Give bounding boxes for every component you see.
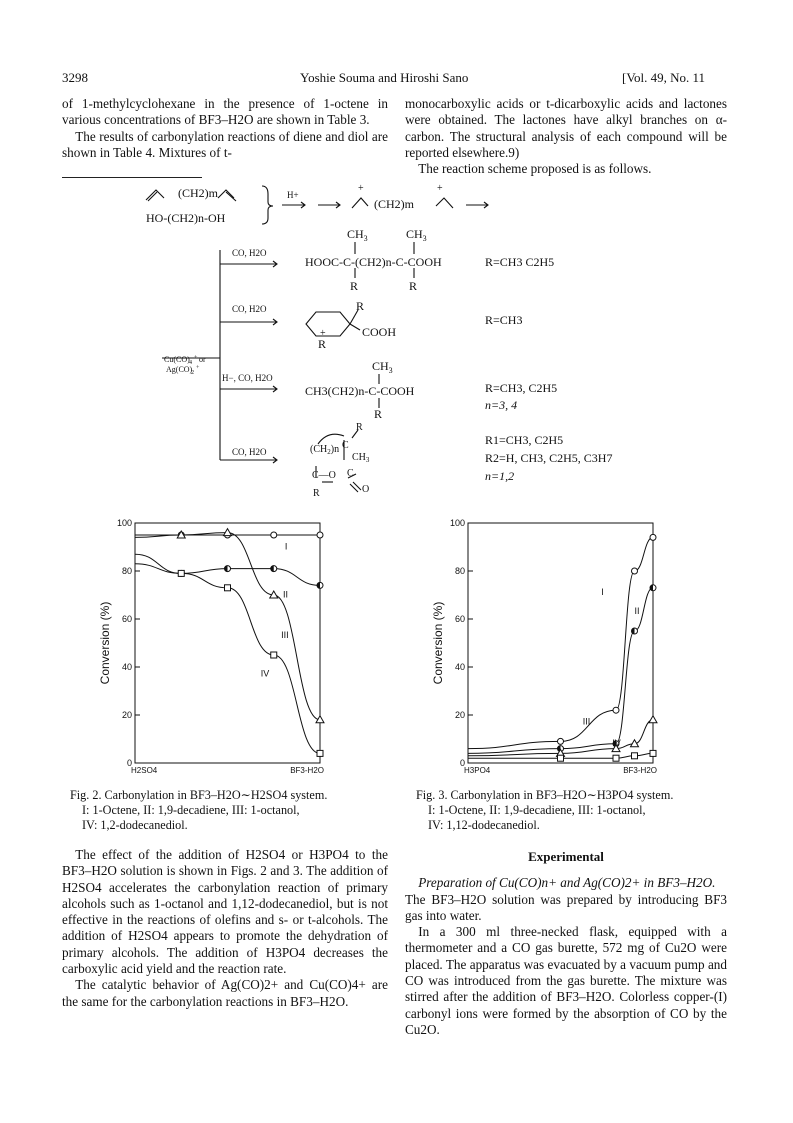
data-point-I <box>650 534 656 540</box>
data-point-IV <box>317 750 323 756</box>
series-label: I <box>284 541 288 552</box>
series-label: II <box>634 606 640 617</box>
series-label: III <box>582 716 591 727</box>
cation-chain: (CH2)m <box>374 197 414 211</box>
r1-groups: R1=CH3, C2H5 <box>485 433 564 447</box>
volume-info: [Vol. 49, No. 11 <box>622 70 706 85</box>
svg-text:C: C <box>342 440 349 451</box>
right-bottom-text <box>405 847 727 1038</box>
paragraph: The reaction scheme proposed is as follows. <box>418 161 652 177</box>
r2-groups: R2=H, CH3, C2H5, C3H7 <box>485 451 613 465</box>
svg-text:or: or <box>199 355 206 364</box>
y-tick-label: 80 <box>121 566 132 576</box>
section-title: Experimental <box>528 849 604 864</box>
product-cyclic-acid: COOH <box>362 325 397 339</box>
y-tick-label: 40 <box>121 662 132 672</box>
figure-3-chart <box>428 515 668 785</box>
svg-text:CH3: $CH_3$ <box>352 452 370 464</box>
caption-line: Fig. 3. Carbonylation in BF3–H2O∼H3PO4 system. <box>416 788 674 802</box>
svg-text:(CH2)n: $(CH_2)n$ <box>310 444 340 456</box>
paragraph: The catalytic behavior of Ag(CO)2+ and Cu(CO)4+ are the same for the carbonylation reactions in BF3–H2O. <box>62 977 388 1009</box>
svg-text:R: R <box>409 279 418 293</box>
data-point-III <box>224 529 232 536</box>
y-tick-label: 0 <box>459 758 465 768</box>
svg-text:+: + <box>196 365 200 371</box>
caption-line: I: 1-Octene, II: 1,9-decadiene, III: 1-octanol, <box>82 803 300 817</box>
figure-2-chart <box>95 515 335 785</box>
product-diacid: HOOC-C-(CH2)n-C-COOH <box>305 255 442 269</box>
svg-text:R: R <box>356 299 365 313</box>
paragraph: of 1-methylcyclohexane in the presence of 1-octene in various concentrations of BF3–H2O are shown in Table 3. <box>62 96 388 128</box>
svg-text:CH3: $CH_3$ <box>347 227 368 243</box>
y-tick-label: 100 <box>449 518 465 528</box>
data-point-I <box>632 568 638 574</box>
data-point-I <box>317 532 323 538</box>
r-groups-row2: R=CH3 <box>485 313 523 327</box>
page-number: 3298 <box>62 70 88 85</box>
svg-text:Ag(CO): Ag(CO) <box>166 365 193 374</box>
y-tick-label: 40 <box>454 662 465 672</box>
y-tick-label: 100 <box>116 518 132 528</box>
diol-formula: HO-(CH2)n-OH <box>146 211 226 225</box>
condition-row2: CO, H2O <box>232 304 267 314</box>
svg-text:R: R <box>374 407 383 421</box>
reaction-scheme <box>0 178 793 498</box>
x-tick-label: BF3-H2O <box>290 766 324 775</box>
series-line-IV <box>135 554 320 753</box>
data-point-IV <box>613 755 619 761</box>
y-tick-label: 60 <box>454 614 465 624</box>
plot-frame <box>135 523 320 763</box>
svg-text:R: R <box>356 422 363 433</box>
running-authors: Yoshie Souma and Hiroshi Sano <box>300 70 469 85</box>
series-label: IV <box>260 668 270 679</box>
y-tick-label: 80 <box>454 566 465 576</box>
svg-text:+: + <box>320 328 326 339</box>
svg-text:Cu(CO): Cu(CO) <box>164 355 190 364</box>
left-top-text <box>62 96 388 161</box>
series-line-II <box>468 588 653 754</box>
svg-text:CH3: $CH_3$ <box>372 359 393 375</box>
left-bottom-text <box>62 847 388 1010</box>
right-top-text <box>405 96 727 177</box>
paragraph: monocarboxylic acids or t-dicarboxylic acids and lactones were obtained. The lactones have alkyl branches on α-carbon. The structural analysis of each compound will be reported elsewhere.9) <box>405 96 727 160</box>
product-monoacid: CH3(CH2)n-C-COOH <box>305 384 415 398</box>
x-tick-label: H2SO4 <box>131 766 158 775</box>
n-row4: n=1,2 <box>485 469 515 483</box>
y-tick-label: 0 <box>126 758 132 768</box>
data-point-IV <box>558 755 564 761</box>
data-point-IV <box>178 570 184 576</box>
data-point-I <box>271 532 277 538</box>
caption-line: IV: 1,12-dodecanediol. <box>428 818 540 832</box>
svg-text:C—O: C—O <box>312 470 336 481</box>
series-line-III <box>135 533 320 720</box>
paragraph: The effect of the addition of H2SO4 or H3PO4 to the BF3–H2O solution is shown in Figs. 2 and 3. The addition of H2SO4 accelerates the carbonylation reaction of primary alcohols such as 1-octanol and 1,12-dodecanediol, but is not effective in the reactions of olefins and s- or t-alcohols. The addition of H2SO4 appears to promote the dehydration of primary alcohols. The addition of H3PO4 decreases the carboxylic acid yield and the reaction rate. <box>62 847 388 977</box>
y-axis-label: Conversion (%) <box>431 601 445 685</box>
series-label: II <box>283 589 289 600</box>
series-label: IV <box>612 738 621 749</box>
r-groups-row3: R=CH3, C2H5 <box>485 381 558 395</box>
hplus-label: H+ <box>287 190 299 200</box>
svg-text:R: R <box>313 488 320 498</box>
data-point-IV <box>225 585 231 591</box>
fig3-caption <box>416 788 736 833</box>
svg-text:R: R <box>350 279 359 293</box>
data-point-IV <box>632 753 638 759</box>
svg-text:+: + <box>194 355 198 361</box>
x-tick-label: BF3-H2O <box>623 766 657 775</box>
svg-text:CH3: $CH_3$ <box>406 227 427 243</box>
x-tick-label: H3PO4 <box>464 766 491 775</box>
subsection-title: Preparation of Cu(CO)n+ and Ag(CO)2+ in BF3–H2O. <box>418 875 716 891</box>
paragraph: In a 300 ml three-necked flask, equipped with a thermometer and a CO gas burette, 572 mg of Cu2O were placed. The apparatus was evacuated by a vacuum pump and CO was introduced from the gas burette. The mixture was stirred after the addition of BF3–H2O. Colorless copper-(I) carbonyl ions were formed by the absorption of CO by the Cu2O. <box>405 924 727 1037</box>
svg-text:2: 2 <box>191 370 194 376</box>
series-line-I <box>468 537 653 748</box>
y-tick-label: 20 <box>454 710 465 720</box>
caption-line: Fig. 2. Carbonylation in BF3–H2O∼H2SO4 system. <box>70 788 328 802</box>
data-point-IV <box>650 750 656 756</box>
svg-text:O: O <box>362 484 370 495</box>
paragraph: The BF3–H2O solution was prepared by introducing BF3 gas into water. <box>405 891 727 923</box>
caption-line: IV: 1,2-dodecanediol. <box>82 818 188 832</box>
r-groups-row1: R=CH3 C2H5 <box>485 255 555 269</box>
condition-row1: CO, H2O <box>232 248 267 258</box>
data-point-I <box>558 738 564 744</box>
n-row3: n=3, 4 <box>485 398 518 412</box>
svg-text:4: 4 <box>189 360 192 366</box>
series-label: III <box>281 630 289 641</box>
series-label: I <box>601 587 604 597</box>
data-point-IV <box>271 652 277 658</box>
condition-row3: H−, CO, H2O <box>222 373 273 383</box>
data-point-I <box>613 707 619 713</box>
svg-text:+: + <box>358 183 364 194</box>
svg-text:R: R <box>318 337 327 351</box>
y-tick-label: 20 <box>121 710 132 720</box>
data-point-III <box>649 716 657 723</box>
y-axis-label: Conversion (%) <box>98 601 112 685</box>
diene-chain: (CH2)m <box>178 186 218 200</box>
fig2-caption <box>70 788 390 833</box>
y-tick-label: 60 <box>121 614 132 624</box>
svg-text:C: C <box>347 468 354 479</box>
paragraph: The results of carbonylation reactions of diene and diol are shown in Table 4. Mixtures of t- <box>62 128 388 160</box>
caption-line: I: 1-Octene, II: 1,9-decadiene, III: 1-octanol, <box>428 803 646 817</box>
condition-row4: CO, H2O <box>232 447 267 457</box>
svg-text:+: + <box>437 183 443 194</box>
